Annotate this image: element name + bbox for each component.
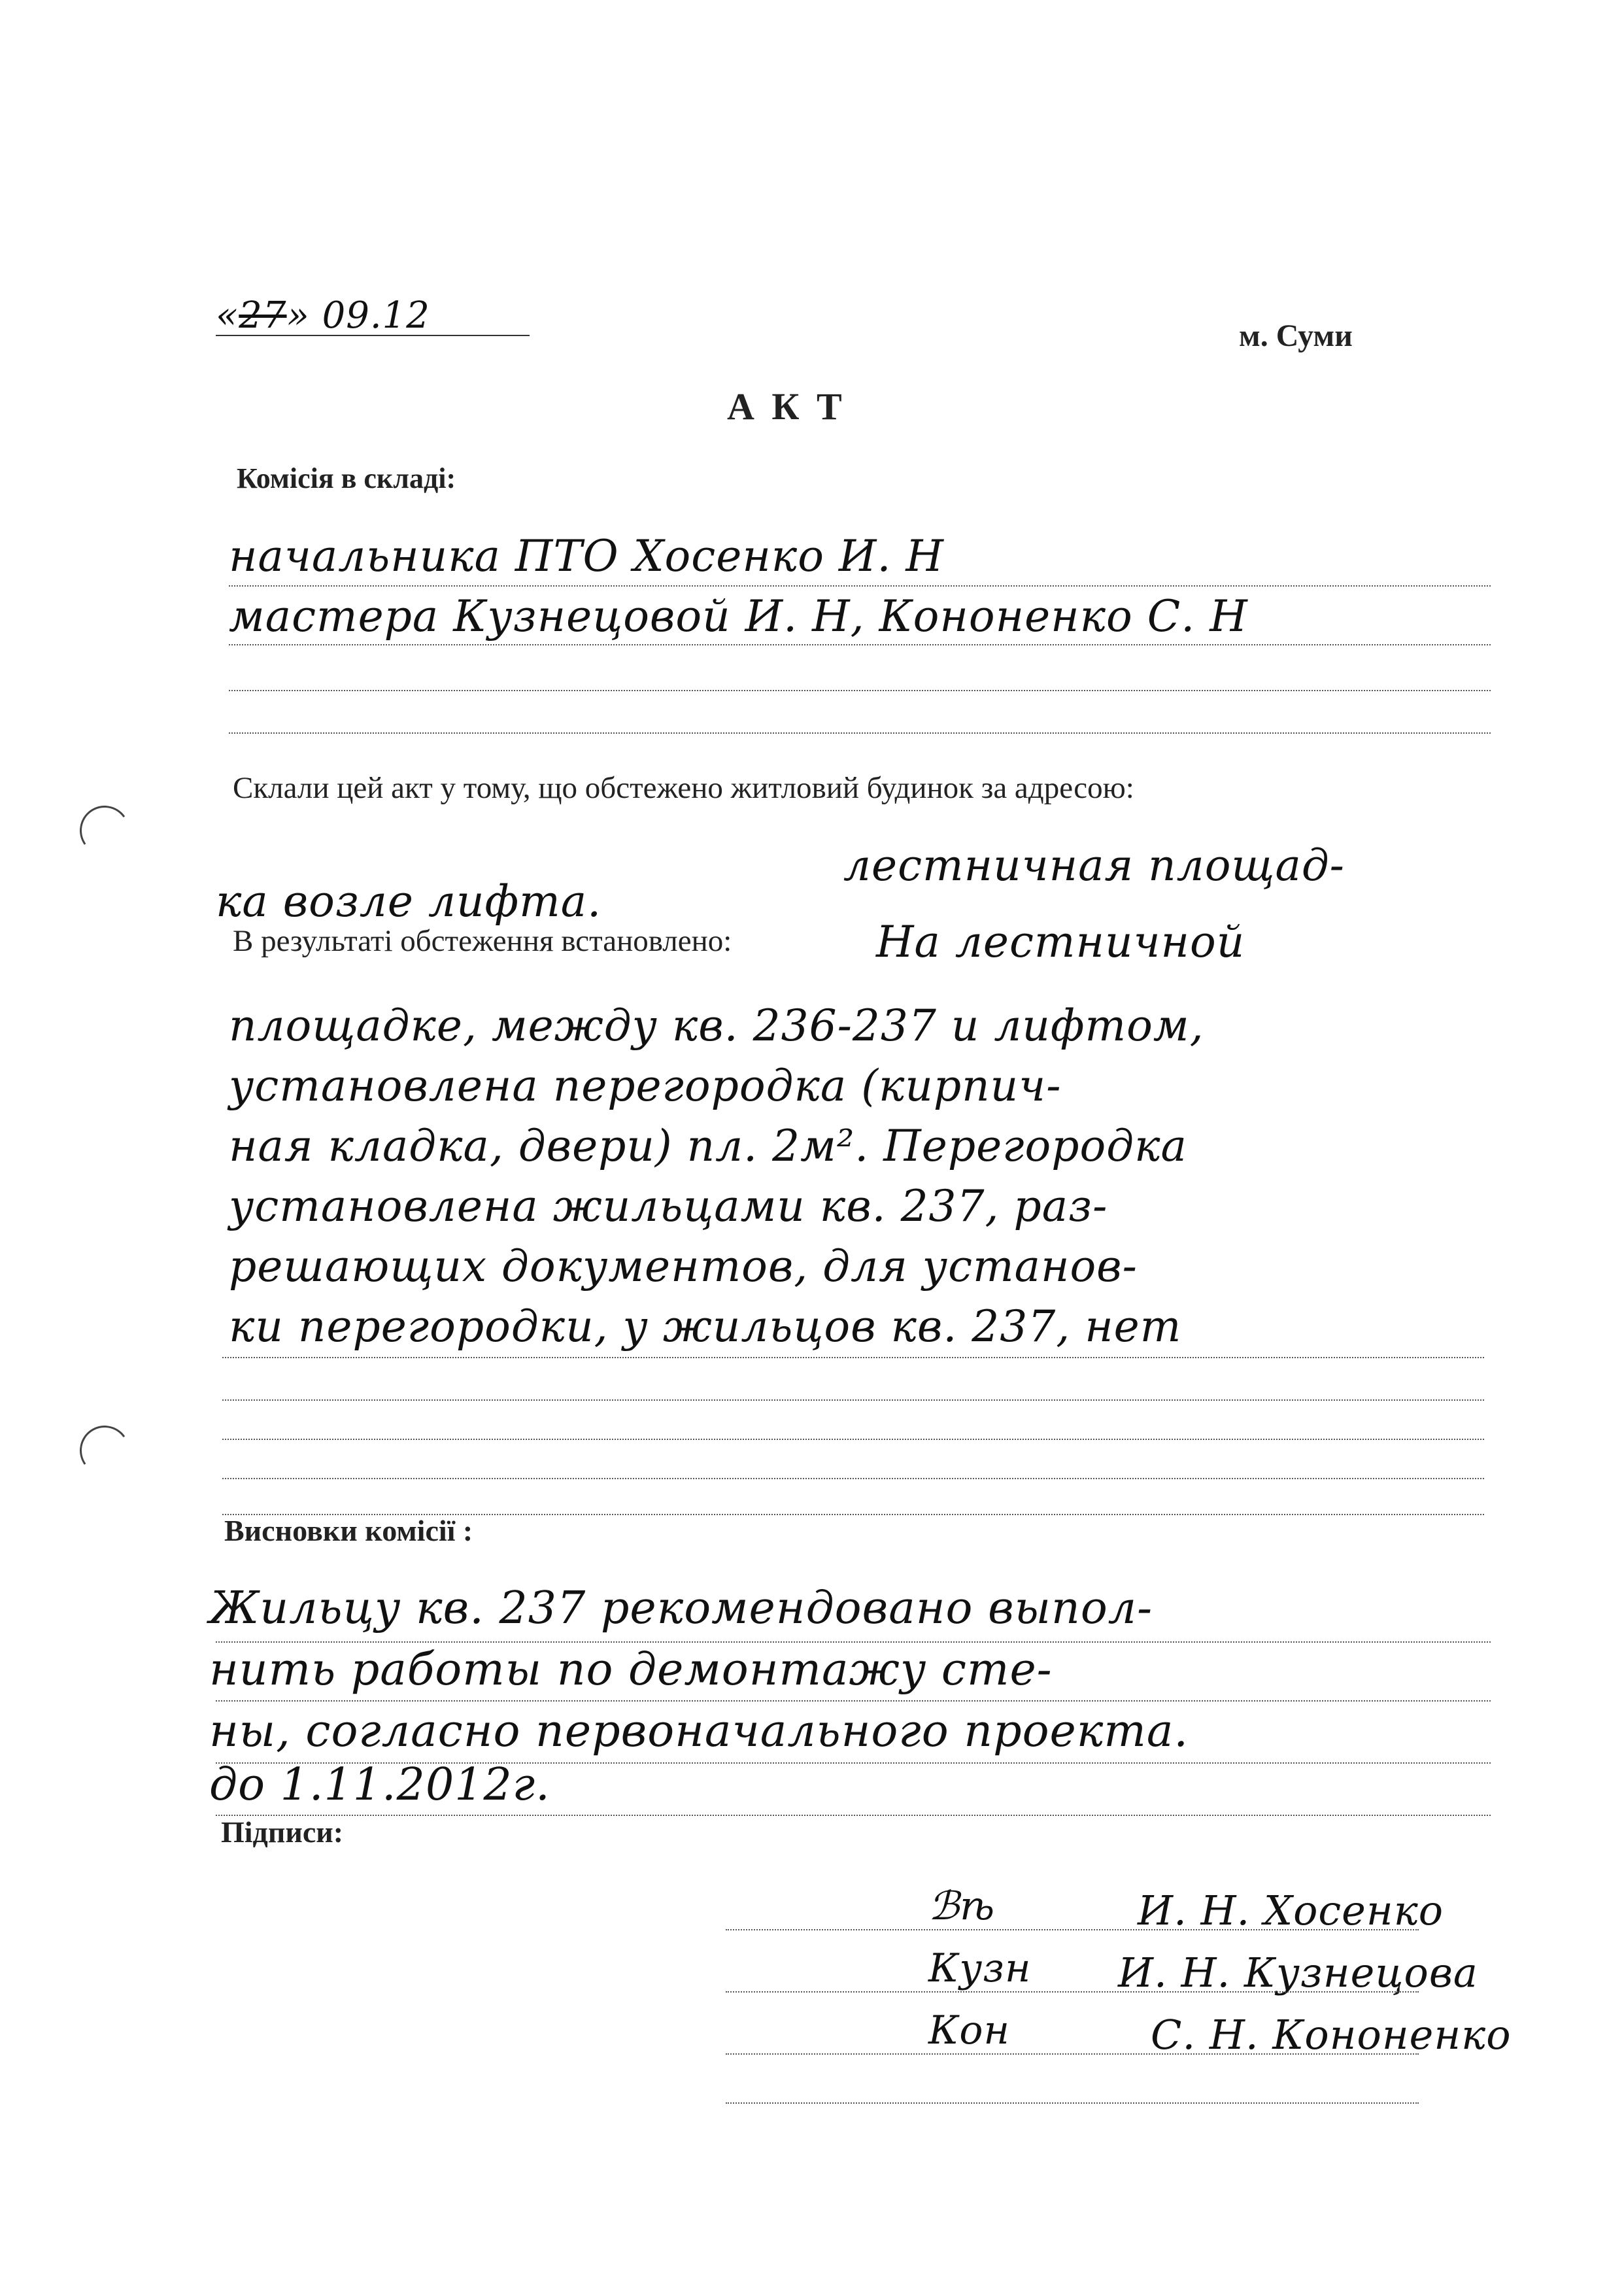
- ruled-line: [216, 1700, 1491, 1702]
- signatures-label: Підписи:: [221, 1815, 344, 1849]
- commission-line: начальника ПТО Хосенко И. Н: [229, 531, 944, 581]
- result-text: На лестничной: [876, 917, 1245, 967]
- ruled-line: [222, 1357, 1484, 1358]
- ruled-line: [216, 1815, 1491, 1816]
- signature-line: [726, 1991, 1419, 1993]
- signature-line: [726, 1929, 1419, 1930]
- city-label: м. Суми: [1239, 318, 1353, 353]
- conclusions-label: Висновки комісії :: [224, 1514, 473, 1547]
- commission-line: мастера Кузнецовой И. Н, Кононенко С. Н: [229, 591, 1248, 642]
- result-text: ки перегородки, у жильцов кв. 237, нет: [229, 1301, 1182, 1352]
- punch-hole-mark: [76, 802, 133, 859]
- result-text: установлена перегородка (кирпич-: [229, 1061, 1062, 1111]
- conclusion-text: нить работы по демонтажу сте-: [209, 1644, 1053, 1696]
- ruled-line: [222, 1478, 1484, 1479]
- conclusion-text: до 1.11.2012г.: [209, 1759, 550, 1811]
- signature-mark: Кон: [928, 2008, 1011, 2053]
- ruled-line: [222, 1439, 1484, 1440]
- result-text: площадке, между кв. 236-237 и лифтом,: [229, 1001, 1204, 1051]
- ruled-line: [216, 1762, 1491, 1764]
- conclusion-text: Жильцу кв. 237 рекомендовано выпол-: [209, 1583, 1153, 1634]
- punch-hole-mark: [76, 1422, 133, 1479]
- ruled-line: [216, 1641, 1491, 1643]
- conclusion-text: ны, согласно первоначального проекта.: [209, 1705, 1189, 1757]
- signatory-name: И. Н. Хосенко: [1138, 1887, 1444, 1934]
- document-title: А К Т: [727, 385, 846, 428]
- date-underline: [216, 335, 530, 336]
- address-text: лестничная площад-: [843, 840, 1345, 891]
- document-date: «27» 09.12: [216, 294, 430, 337]
- result-text: решающих документов, для установ-: [229, 1241, 1138, 1292]
- inspection-intro: Склали цей акт у тому, що обстежено житловий будинок за адресою:: [233, 771, 1134, 805]
- address-text: ка возле лифта.: [216, 876, 602, 927]
- ruled-line: [229, 690, 1491, 691]
- signatory-name: С. Н. Кононенко: [1151, 2011, 1512, 2059]
- result-label: В результаті обстеження встановлено:: [233, 924, 732, 958]
- result-text: ная кладка, двери) пл. 2м². Перегородка: [229, 1121, 1187, 1171]
- signature-line: [726, 2102, 1419, 2104]
- signature-mark: ℬѣ: [928, 1883, 996, 1929]
- signature-mark: Кузн: [928, 1945, 1032, 1991]
- ruled-line: [229, 585, 1491, 587]
- signature-line: [726, 2053, 1419, 2055]
- commission-label: Комісія в складі:: [237, 462, 456, 494]
- ruled-line: [222, 1399, 1484, 1401]
- ruled-line: [229, 644, 1491, 645]
- signatory-name: И. Н. Кузнецова: [1118, 1949, 1478, 1996]
- ruled-line: [229, 732, 1491, 734]
- result-text: установлена жильцами кв. 237, раз-: [229, 1181, 1108, 1231]
